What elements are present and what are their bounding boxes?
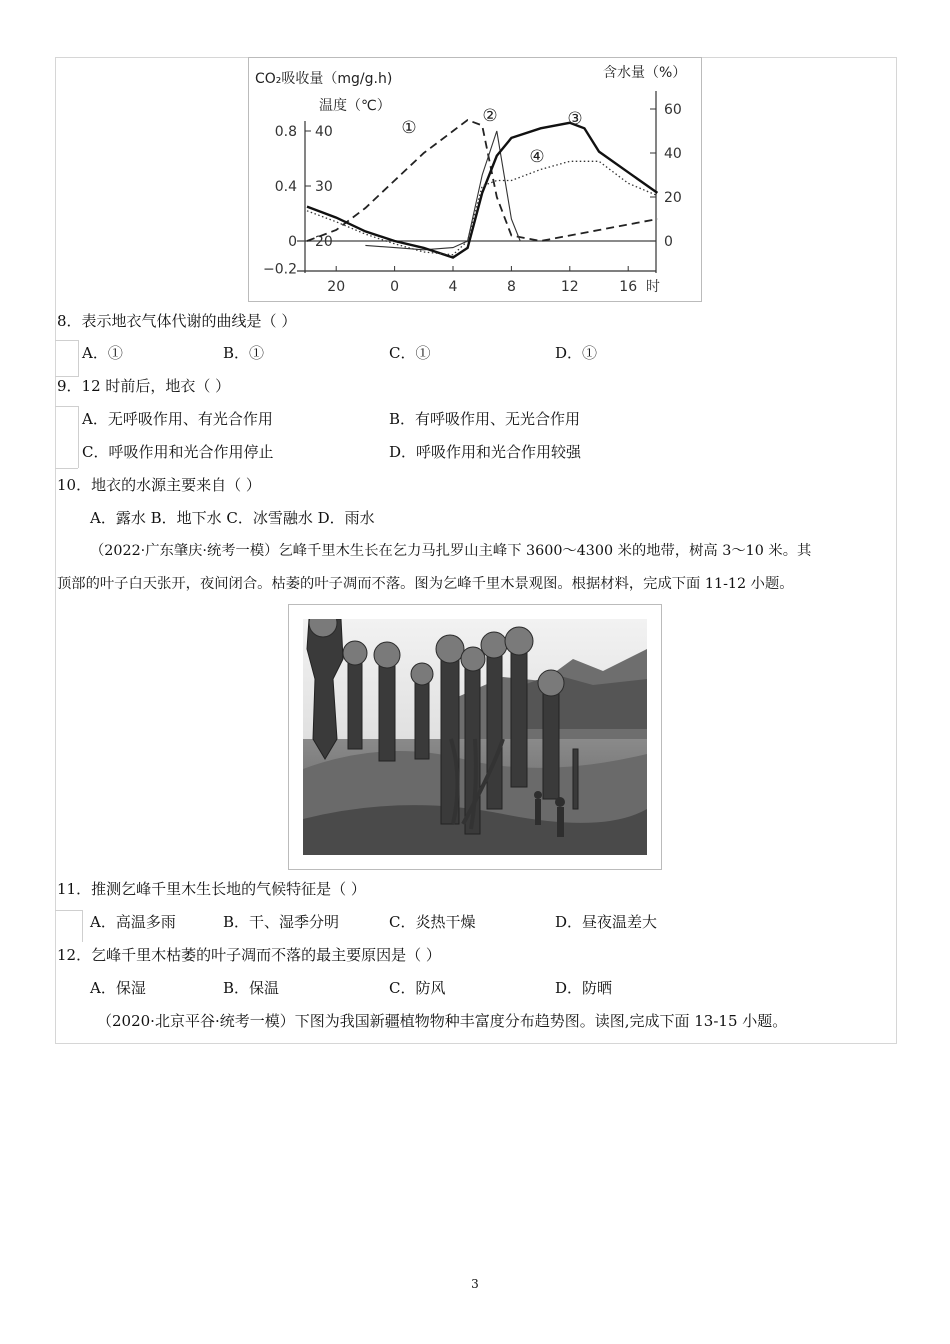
q11-option-c[interactable]: C．炎热干燥 [389,913,476,931]
x-tick-label: 8 [506,279,516,295]
q8-stem: 8．表示地衣气体代谢的曲线是（ ） [57,312,297,330]
water-tick-label: 60 [664,102,682,118]
x-tick-label: 12 [560,279,579,295]
water-tick-label: 0 [664,234,673,250]
water-tick-label: 20 [664,190,682,206]
margin-bracket [55,406,78,407]
curve-label-2: ② [482,106,498,126]
x-tick-label: 20 [327,279,346,295]
curve-label-3: ③ [567,109,583,129]
co2-tick-label: 0 [288,234,297,250]
curve-label-1: ① [401,118,417,138]
x-tick-label: 16 [619,279,638,295]
q8-option-b[interactable]: B．① [223,344,265,362]
temp-tick-label: 20 [315,234,333,250]
co2-temperature-water-chart [249,58,699,299]
temp-tick-label: 40 [315,124,333,140]
q11-option-b[interactable]: B．干、湿季分明 [223,913,340,931]
co2-tick-label: −0.2 [263,261,297,278]
q11-option-a[interactable]: A．高温多雨 [90,913,176,931]
q8-option-c[interactable]: C．① [389,344,431,362]
left-axis-title: CO₂吸收量（mg/g.h) [255,71,393,87]
q9-option-a[interactable]: A．无呼吸作用、有光合作用 [82,410,273,428]
margin-bracket [55,468,78,469]
curve-1 [307,120,657,241]
co2-tick-label: 0.8 [274,124,297,140]
margin-bracket [78,406,79,468]
q8-option-a[interactable]: A．① [82,344,123,362]
x-tick-label: 4 [448,279,458,295]
passage-2-line-1: （2020·北京平谷·统考一模）下图为我国新疆植物物种丰富度分布趋势图。读图,完成下面 13-15 小题。 [97,1012,788,1030]
q10-stem: 10．地衣的水源主要来自（ ） [57,476,261,494]
curve-label-4: ④ [529,147,545,167]
margin-bracket [55,910,82,911]
q12-stem: 12．乞峰千里木枯萎的叶子凋而不落的最主要原因是（ ） [57,946,441,964]
giant-groundsel-photo [303,619,647,855]
passage-1-line-1: （2022·广东肇庆·统考一模）乞峰千里木生长在乞力马扎罗山主峰下 3600～4300 米的地带，树高 3～10 米。其 [90,543,812,559]
q12-option-c[interactable]: C．防风 [389,979,446,997]
curve-3 [307,123,657,258]
q11-option-d[interactable]: D．昼夜温差大 [555,913,658,931]
right-axis-title: 含水量（%） [603,65,687,81]
photo-frame [288,604,662,870]
curve-2 [365,131,520,250]
x-unit-label: 时 [646,279,660,295]
passage-1-line-2: 顶部的叶子白天张开，夜间闭合。枯萎的叶子凋而不落。图为乞峰千里木景观图。根据材料，完成下面 11-12 小题。 [57,576,794,592]
q12-option-b[interactable]: B．保温 [223,979,280,997]
margin-bracket [55,340,78,341]
temp-tick-label: 30 [315,179,333,195]
co2-tick-label: 0.4 [274,179,297,195]
q12-option-d[interactable]: D．防晒 [555,979,613,997]
q9-option-d[interactable]: D．呼吸作用和光合作用较强 [389,443,582,461]
margin-bracket [82,910,83,942]
q11-stem: 11．推测乞峰千里木生长地的气候特征是（ ） [57,880,366,898]
water-tick-label: 40 [664,146,682,162]
q9-stem: 9．12 时前后，地衣（ ） [57,377,231,395]
page-number: 3 [471,1277,479,1291]
margin-bracket [78,340,79,377]
q9-option-b[interactable]: B．有呼吸作用、无光合作用 [389,410,581,428]
q10-options[interactable]: A．露水 B．地下水 C．冰雪融水 D．雨水 [90,509,375,527]
x-tick-label: 0 [390,279,400,295]
q8-option-d[interactable]: D．① [555,344,598,362]
q12-option-a[interactable]: A．保湿 [90,979,146,997]
q9-option-c[interactable]: C．呼吸作用和光合作用停止 [82,443,274,461]
left-axis-title-2: 温度（℃） [319,98,391,114]
